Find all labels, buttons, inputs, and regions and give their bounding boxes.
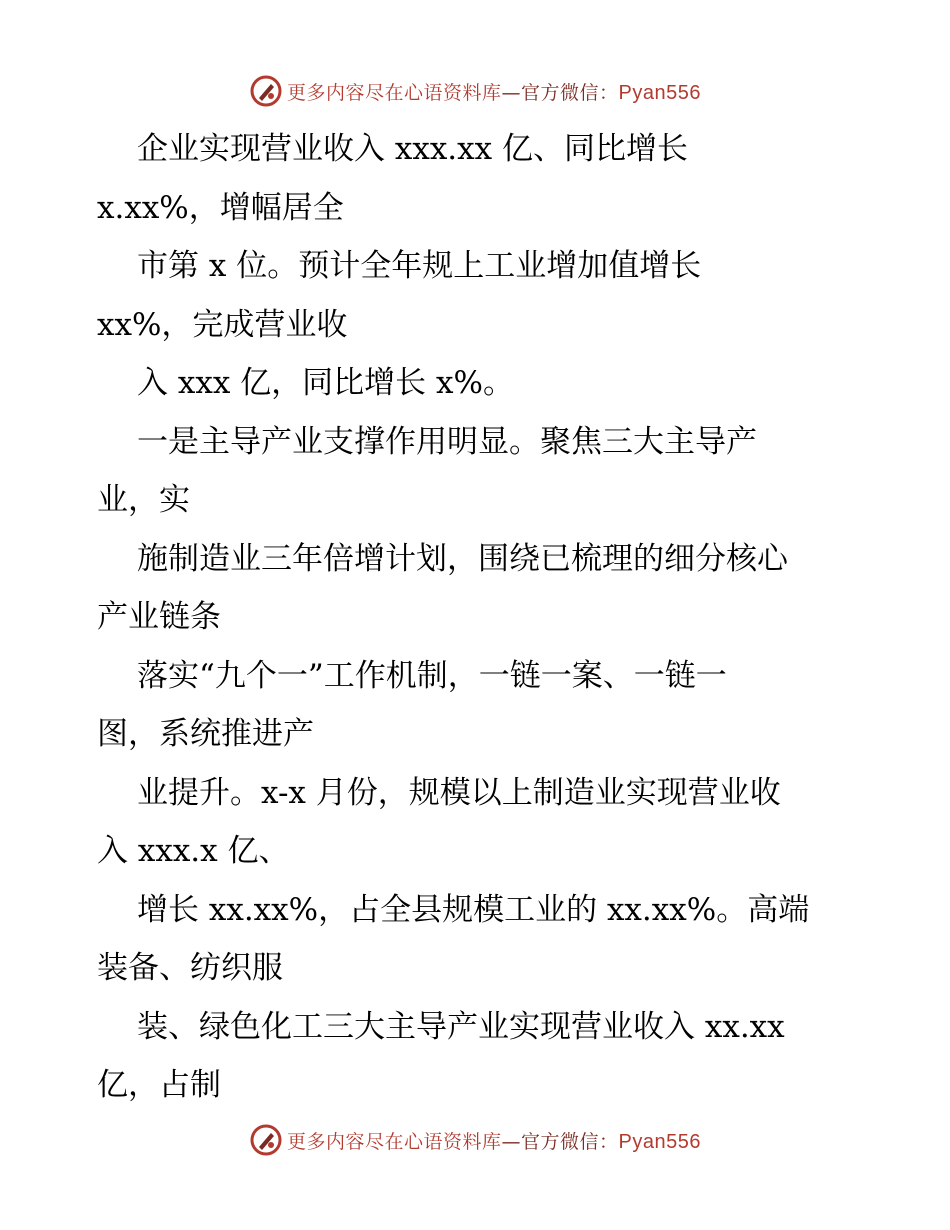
footer-banner-main: 更多内容尽在心语资料库 <box>287 1130 502 1153</box>
text-line: 施制造业三年倍增计划，围绕已梳理的细分核心 <box>137 540 788 577</box>
footer-banner-id: Pyan556 <box>618 1130 701 1153</box>
text-line: x.xx%，增幅居全 <box>97 189 344 226</box>
text-line: 落实“九个一”工作机制，一链一案、一链一 <box>137 657 727 694</box>
header-banner-id: Pyan556 <box>618 81 701 104</box>
text-line: 亿，占制 <box>97 1067 221 1103</box>
header-banner-sub: —官方微信： <box>501 81 619 104</box>
footer-banner-sub: —官方微信： <box>501 1130 619 1153</box>
footer-banner-text <box>287 1127 701 1154</box>
text-line: 增长 xx.xx%，占全县规模工业的 xx.xx%。高端 <box>137 891 810 928</box>
text-line: 图，系统推进产 <box>97 716 314 752</box>
header-banner-text <box>287 78 701 105</box>
text-line: 产业链条 <box>97 599 221 635</box>
pen-nib-logo-icon <box>249 74 283 108</box>
body-text <box>97 120 897 1115</box>
text-line: 市第 x 位。预计全年规上工业增加值增长 <box>137 248 702 284</box>
text-line: 业，实 <box>97 482 190 518</box>
footer-banner <box>0 1120 950 1160</box>
text-line: xx%，完成营业收 <box>97 306 348 343</box>
text-line: 企业实现营业收入 xxx.xx 亿、同比增长 <box>137 131 688 167</box>
text-line: 业提升。x-x 月份，规模以上制造业实现营业收 <box>137 774 781 811</box>
text-line: 装备、纺织服 <box>97 950 283 986</box>
text-line: 装、绿色化工三大主导产业实现营业收入 xx.xx <box>137 1008 785 1045</box>
text-line: 入 xxx 亿，同比增长 x%。 <box>137 365 514 401</box>
header-banner <box>0 71 950 111</box>
header-banner-main: 更多内容尽在心语资料库 <box>287 81 502 104</box>
text-line: 一是主导产业支撑作用明显。聚焦三大主导产 <box>137 423 757 460</box>
text-line: 入 xxx.x 亿、 <box>97 833 290 869</box>
pen-nib-logo-icon <box>249 1123 283 1157</box>
